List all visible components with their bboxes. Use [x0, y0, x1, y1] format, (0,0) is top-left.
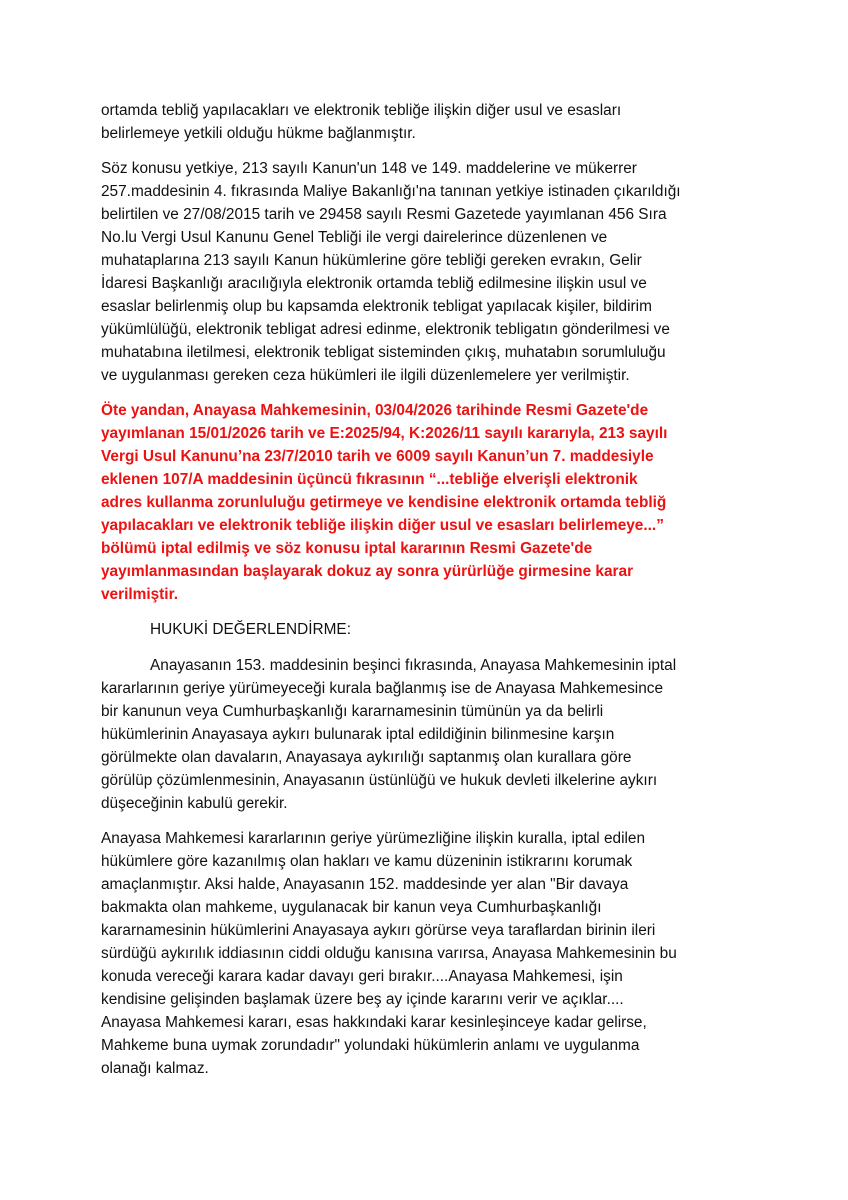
paragraph-authority-basis: Söz konusu yetkiye, 213 sayılı Kanun'un 148 ve 149. maddelerine ve mükerrer 257.maddesinin 4. fıkrasında Maliye Bakanlığı'na tanınan yetkiye istinaden çıkarıldığı belirtilen ve 27/08/2015 tarih ve 29458 sayılı Resmi Gazetede yayımlanan 456 Sıra No.lu Vergi Usul Kanunu Genel Tebliği ile vergi dairelerince düzenlenen ve muhataplarına 213 sayılı Kanun hükümlerine göre tebliği gereken evrakın, Gelir İdaresi Başkanlığı aracılığıyla elektronik ortamda tebliğ edilmesine ilişkin usul ve esaslar belirlenmiş olup bu kapsamda elektronik tebligat yapılacak kişiler, bildirim yükümlülüğü, elektronik tebligat adresi edinme, elektronik tebligatın gönderilmesi ve muhatabına iletilmesi, elektronik tebligat sisteminden çıkış, muhatabın sorumluluğu ve uygulanması gereken ceza hükümleri ile ilgili düzenlemelere yer verilmiştir.	[101, 160, 681, 384]
paragraph-constitutional-court-annulment: Öte yandan, Anayasa Mahkemesinin, 03/04/2026 tarihinde Resmi Gazete'de yayımlanan 15/01/2026 tarih ve E:2025/94, K:2026/11 sayılı kararıyla, 213 sayılı Vergi Usul Kanunu’na 23/7/2010 tarih ve 6009 sayılı Kanun’un 7. maddesiyle eklenen 107/A maddesinin üçüncü fıkrasının “...tebliğe elverişli elektronik adres kullanma zorunluluğu getirmeye ve kendisine elektronik ortamda tebliğ yapılacakları ve elektronik tebliğe ilişkin diğer usul ve esasları belirlemeye...” bölümü iptal edilmiş ve söz konusu iptal kararının Resmi Gazete'de yayımlanmasından başlayarak dokuz ay sonra yürürlüğe girmesine karar verilmiştir.	[101, 402, 668, 603]
section-heading-legal-assessment: HUKUKİ DEĞERLENDİRME:	[150, 621, 351, 638]
document-page	[101, 99, 761, 1092]
paragraph-non-retroactivity: Anayasa Mahkemesi kararlarının geriye yürümezliğine ilişkin kuralla, iptal edilen hükümlere göre kazanılmış olan hakları ve kamu düzeninin istikrarını korumak amaçlanmıştır. Aksi halde, Anayasanın 152. maddesinde yer alan "Bir davaya bakmakta olan mahkeme, uygulanacak bir kanun veya Cumhurbaşkanlığı kararnamesinin hükümlerini Anayasaya aykırı görürse veya taraflardan birinin ileri sürdüğü aykırılık iddiasının ciddi olduğu kanısına varırsa, Anayasa Mahkemesinin bu konuda vereceği karara kadar davayı geri bırakır....Anayasa Mahkemesi, işin kendisine gelişinden başlamak üzere beş ay içinde kararını verir ve açıklar.... Anayasa Mahkemesi kararı, esas hakkındaki karar kesinleşinceye kadar gelirse, Mahkeme buna uymak zorundadır" yolundaki hükümlerin anlamı ve uygulanma olanağı kalmaz.	[101, 830, 677, 1077]
paragraph-intro-continuation: ortamda tebliğ yapılacakları ve elektronik tebliğe ilişkin diğer usul ve esasları belirlemeye yetkili olduğu hükme bağlanmıştır.	[101, 102, 622, 142]
paragraph-article-153: Anayasanın 153. maddesinin beşinci fıkrasında, Anayasa Mahkemesinin iptal kararlarının geriye yürümeyeceği kurala bağlanmış ise de Anayasa Mahkemesince bir kanunun veya Cumhurbaşkanlığı kararnamesinin tümünün ya da belirli hükümlerinin Anayasaya aykırı bulunarak iptal edildiğinin bilinmesine karşın görülmekte olan davaların, Anayasaya aykırılığı saptanmış olan kurallara göre görülüp çözümlenmesinin, Anayasanın üstünlüğü ve hukuk devleti ilkelerine aykırı düşeceğinin kabulü gerekir.	[101, 657, 677, 812]
